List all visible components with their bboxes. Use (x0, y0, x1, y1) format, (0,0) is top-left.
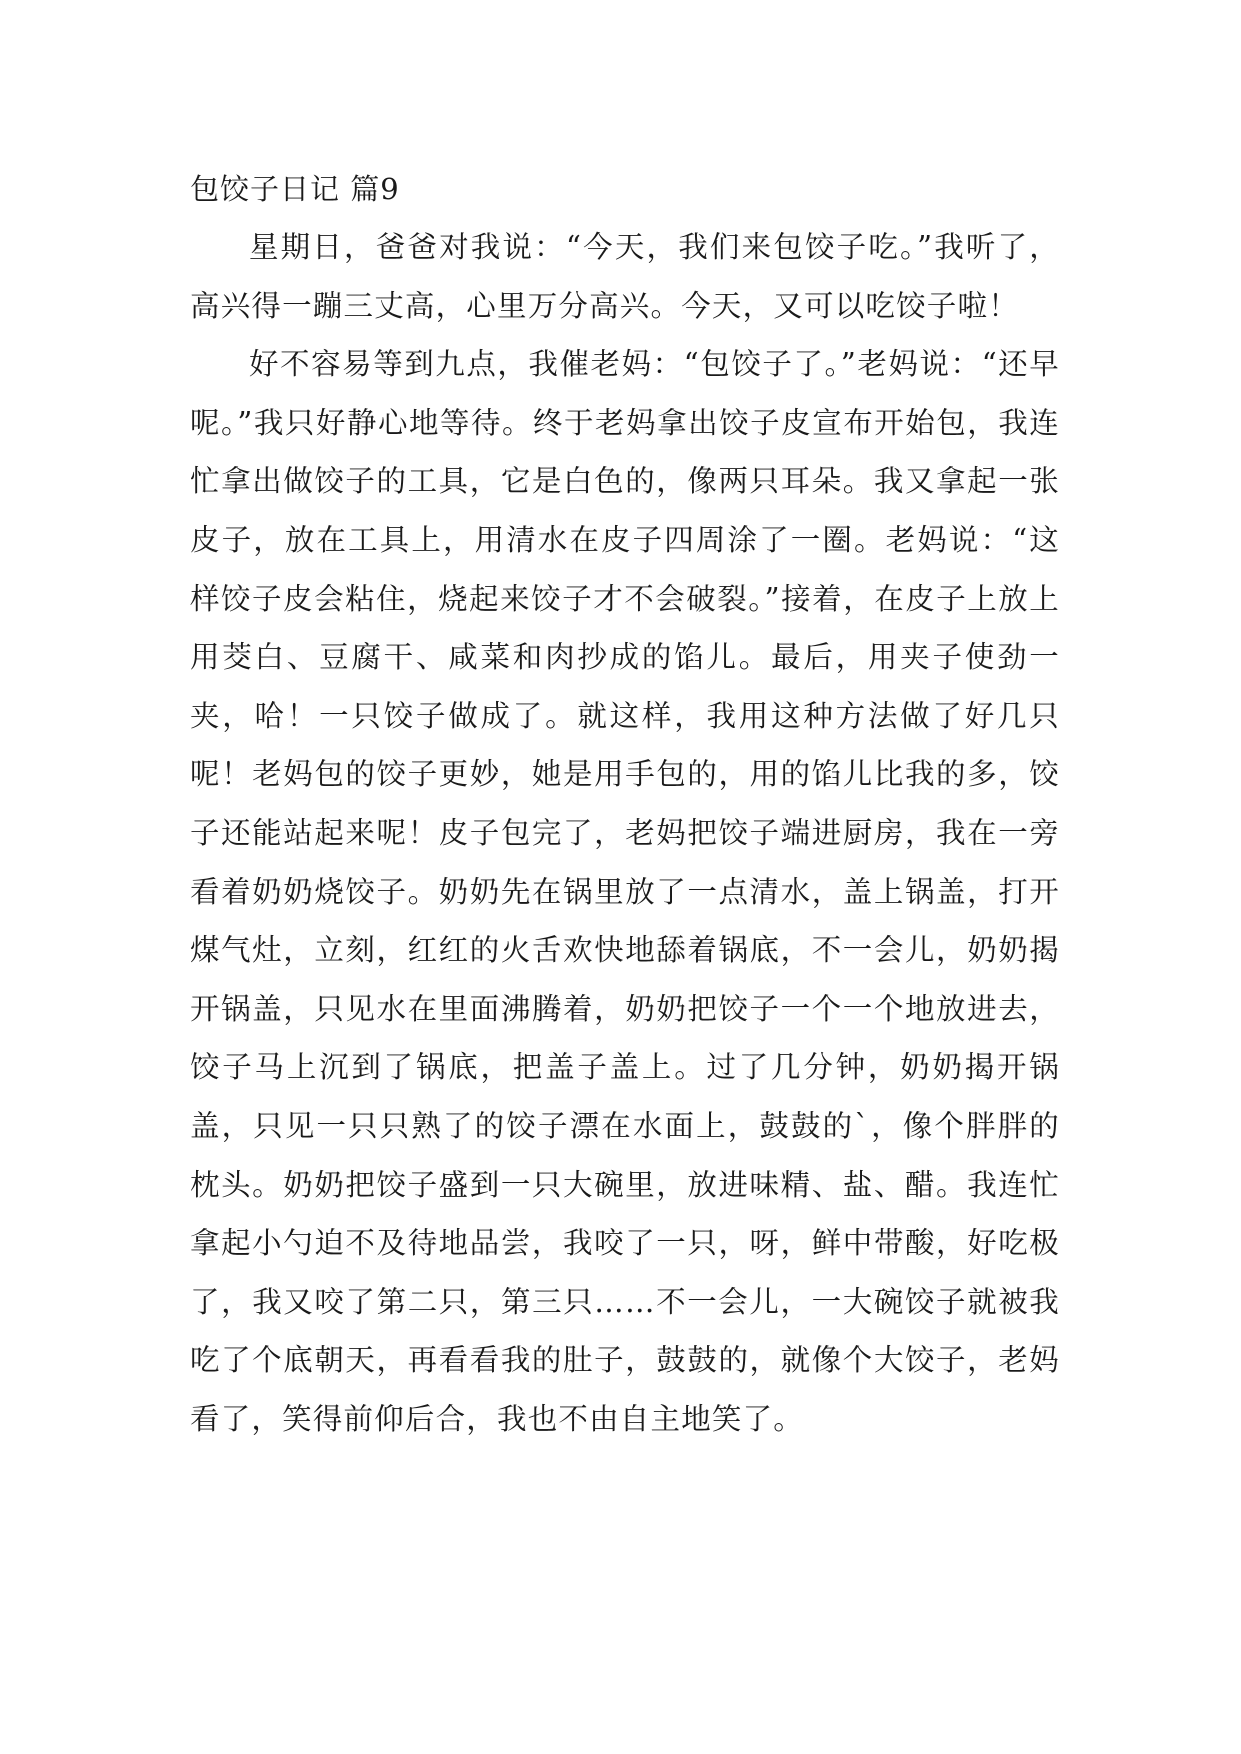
paragraph-2: 好不容易等到九点，我催老妈：“包饺子了。”老妈说：“还早呢。”我只好静心地等待。终于老妈拿出饺子皮宣布开始包，我连忙拿出做饺子的工具，它是白色的，像两只耳朵。我又拿起一张皮子，放在工具上，用清水在皮子四周涂了一圈。老妈说：“这样饺子皮会粘住，烧起来饺子才不会破裂。”接着，在皮子上放上用茭白、豆腐干、咸菜和肉抄成的馅儿。最后，用夹子使劲一夹，哈！一只饺子做成了。就这样，我用这种方法做了好几只呢！老妈包的饺子更妙，她是用手包的，用的馅儿比我的多，饺子还能站起来呢！皮子包完了，老妈把饺子端进厨房，我在一旁看着奶奶烧饺子。奶奶先在锅里放了一点清水，盖上锅盖，打开煤气灶，立刻，红红的火舌欢快地舔着锅底，不一会儿，奶奶揭开锅盖，只见水在里面沸腾着，奶奶把饺子一个一个地放进去，饺子马上沉到了锅底，把盖子盖上。过了几分钟，奶奶揭开锅盖，只见一只只熟了的饺子漂在水面上，鼓鼓的`，像个胖胖的枕头。奶奶把饺子盛到一只大碗里，放进味精、盐、醋。我连忙拿起小勺迫不及待地品尝，我咬了一只，呀，鲜中带酸，好吃极了，我又咬了第二只，第三只……不一会儿，一大碗饺子就被我吃了个底朝天，再看看我的肚子，鼓鼓的，就像个大饺子，老妈看了，笑得前仰后合，我也不由自主地笑了。 (190, 347, 1060, 1436)
document-body (190, 160, 1060, 1448)
document-title: 包饺子日记 篇9 (190, 172, 400, 206)
paragraph-1: 星期日，爸爸对我说：“今天，我们来包饺子吃。”我听了，高兴得一蹦三丈高，心里万分高兴。今天，又可以吃饺子啦！ (190, 230, 1060, 323)
